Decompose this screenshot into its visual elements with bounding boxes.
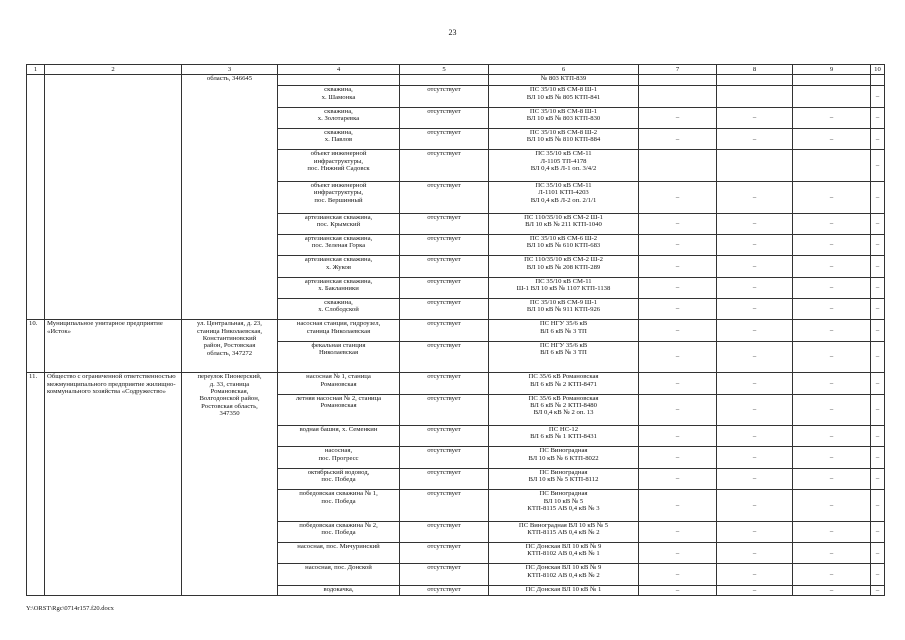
power-source-cell: [489, 86, 639, 107]
power-source-cell: [489, 490, 639, 522]
object-line: инфраструктуры,: [313, 157, 364, 165]
power-source-line: ПС 35/10 кВ СМ-11: [535, 181, 592, 189]
status-cell: отсутствует: [400, 277, 489, 298]
status-cell: отсутствует: [400, 543, 489, 564]
value-cell-c9: –: [793, 394, 871, 426]
power-source-line: ПС Виноградная: [539, 468, 588, 476]
power-source-line: ПС Виноградная: [539, 490, 588, 498]
value-cell-c8: –: [717, 468, 793, 489]
object-cell: [278, 543, 400, 564]
value-cell-c7: [639, 75, 717, 86]
status-cell: отсутствует: [400, 320, 489, 341]
object-line: х. Бакланники: [318, 284, 359, 292]
value-cell-c9: –: [793, 298, 871, 319]
value-cell-c10: –: [871, 320, 885, 341]
value-cell-c9: –: [793, 234, 871, 255]
power-source-cell: [489, 213, 639, 234]
object-cell: [278, 107, 400, 128]
address-cell: [182, 373, 278, 596]
header-cell: 9: [793, 65, 871, 75]
status-cell: отсутствует: [400, 490, 489, 522]
value-cell-c8: –: [717, 298, 793, 319]
object-line: станица Николаевская: [306, 327, 371, 335]
power-source-line: КТП-8102 АВ 0,4 кВ № 2: [527, 571, 600, 579]
value-cell-c7: –: [639, 320, 717, 341]
value-cell-c10: –: [871, 468, 885, 489]
value-cell-c9: –: [793, 181, 871, 213]
header-row: [27, 65, 885, 75]
value-cell-c7: –: [639, 373, 717, 394]
power-source-cell: [489, 394, 639, 426]
value-cell-c9: –: [793, 521, 871, 542]
object-line: Николаевская: [318, 349, 359, 357]
object-line: пос. Крымский: [316, 220, 361, 228]
object-line: летняя насосная № 2, станица: [295, 394, 382, 402]
value-cell-c10: –: [871, 585, 885, 595]
object-line: Романовская: [320, 401, 357, 409]
power-source-line: ПС 35/10 кВ СМ-11: [535, 277, 592, 285]
value-cell-c10: –: [871, 150, 885, 182]
status-cell: отсутствует: [400, 107, 489, 128]
object-line: пос. Вершинный: [314, 196, 363, 204]
value-cell-c10: [871, 75, 885, 86]
address-line: Романовская,: [210, 387, 249, 395]
power-source-cell: [489, 107, 639, 128]
power-source-line: ВЛ 10 кВ № 810 КТП-884: [526, 136, 601, 144]
power-source-cell: [489, 521, 639, 542]
address-line: область, 346645: [206, 75, 253, 83]
object-line: пос. Победа: [321, 476, 356, 484]
power-source-cell: [489, 320, 639, 341]
value-cell-c10: –: [871, 298, 885, 319]
value-cell-c8: –: [717, 320, 793, 341]
value-cell-c10: –: [871, 277, 885, 298]
page-number: 23: [448, 28, 457, 37]
power-source-cell: [489, 129, 639, 150]
object-line: х. Павлов: [324, 136, 353, 144]
object-line: артезианская скважина,: [304, 256, 373, 264]
value-cell-c8: –: [717, 234, 793, 255]
object-line: пос. Прогресс: [318, 454, 359, 462]
power-source-cell: [489, 543, 639, 564]
power-source-line: ПС Донская ВЛ 10 кВ № 1: [525, 585, 602, 593]
value-cell-c10: –: [871, 394, 885, 426]
power-source-cell: [489, 150, 639, 182]
header-cell: 10: [871, 65, 885, 75]
status-cell: отсутствует: [400, 447, 489, 468]
status-cell: отсутствует: [400, 129, 489, 150]
power-source-line: ПС 35/10 кВ СМ-6 Ш-2: [529, 234, 598, 242]
power-source-cell: [489, 341, 639, 373]
power-source-cell: [489, 234, 639, 255]
value-cell-c7: –: [639, 490, 717, 522]
value-cell-c8: [717, 75, 793, 86]
value-cell-c9: –: [793, 447, 871, 468]
value-cell-c10: –: [871, 129, 885, 150]
object-line: пос. Зеленая Горка: [311, 242, 366, 250]
value-cell-c10: –: [871, 564, 885, 585]
value-cell-c8: –: [717, 490, 793, 522]
address-cell: [182, 75, 278, 320]
status-cell: отсутствует: [400, 181, 489, 213]
object-line: водная башня, х. Семенкин: [299, 426, 378, 434]
header-cell: 8: [717, 65, 793, 75]
power-source-line: Л-1105 ТП-4178: [540, 157, 587, 165]
value-cell-c7: –: [639, 468, 717, 489]
object-line: водокачка,: [323, 585, 354, 593]
object-line: фекальная станция: [311, 341, 366, 349]
power-source-cell: [489, 373, 639, 394]
power-source-line: ПС 35/10 кВ СМ-8 Ш-1: [529, 86, 598, 94]
status-cell: отсутствует: [400, 213, 489, 234]
object-line: скважина,: [324, 298, 353, 306]
power-source-line: ПС НС-12: [548, 426, 579, 434]
power-source-cell: [489, 277, 639, 298]
value-cell-c9: –: [793, 256, 871, 277]
value-cell-c7: –: [639, 341, 717, 373]
value-cell-c7: –: [639, 585, 717, 595]
object-cell: [278, 181, 400, 213]
value-cell-c10: –: [871, 341, 885, 373]
value-cell-c8: –: [717, 394, 793, 426]
value-cell-c7: –: [639, 213, 717, 234]
object-line: насосная,: [324, 447, 353, 455]
table-row: [27, 75, 885, 86]
power-source-line: ВЛ 10 кВ № 805 КТП-841: [526, 93, 601, 101]
status-cell: отсутствует: [400, 86, 489, 107]
address-line: переулок Пионерский,: [197, 373, 262, 381]
object-line: х. Жуков: [325, 263, 352, 271]
value-cell-c9: [793, 75, 871, 86]
power-source-line: ВЛ 10 кВ № 6 КТП-8022: [528, 454, 599, 462]
power-source-line: ВЛ 10 кВ № 610 КТП-683: [526, 242, 601, 250]
value-cell-c10: –: [871, 181, 885, 213]
value-cell-c10: –: [871, 86, 885, 107]
object-line: насосная, пос. Мичуринский: [297, 543, 380, 551]
value-cell-c10: –: [871, 234, 885, 255]
value-cell-c9: –: [793, 468, 871, 489]
value-cell-c8: –: [717, 426, 793, 447]
power-source-cell: [489, 256, 639, 277]
value-cell-c9: –: [793, 585, 871, 595]
value-cell-c8: –: [717, 564, 793, 585]
status-cell: отсутствует: [400, 256, 489, 277]
power-source-cell: [489, 447, 639, 468]
object-line: пос. Нижний Садовск: [307, 165, 370, 173]
value-cell-c8: –: [717, 585, 793, 595]
value-cell-c7: –: [639, 256, 717, 277]
row-number-cell: 10.: [27, 320, 45, 373]
object-line: х. Шамонка: [321, 93, 356, 101]
value-cell-c9: [793, 86, 871, 107]
power-source-line: ВЛ 10 кВ № 211 КТП-1040: [525, 220, 602, 228]
value-cell-c10: –: [871, 426, 885, 447]
header-cell: 7: [639, 65, 717, 75]
object-line: артезианская скважина,: [304, 277, 373, 285]
power-source-line: ВЛ 10 кВ № 5: [543, 497, 584, 505]
address-line: станица Николаевская,: [196, 327, 263, 335]
power-source-line: ВЛ 6 кВ № 3 ТП: [540, 327, 587, 335]
object-line: артезианская скважина,: [304, 234, 373, 242]
object-cell: [278, 256, 400, 277]
object-line: октябрьский водовод,: [307, 468, 370, 476]
power-source-line: ПС 35/6 кВ Романовская: [528, 394, 599, 402]
value-cell-c10: –: [871, 447, 885, 468]
object-cell: [278, 564, 400, 585]
value-cell-c8: –: [717, 521, 793, 542]
power-source-line: ВЛ 6 кВ № 1 КТП-8431: [530, 433, 597, 441]
value-cell-c7: [639, 86, 717, 107]
organization-cell: Муниципальное унитарное предприятие «Исток»: [45, 320, 182, 373]
object-cell: [278, 447, 400, 468]
power-source-line: ПС Виноградная ВЛ 10 кВ № 5: [518, 521, 609, 529]
value-cell-c7: –: [639, 564, 717, 585]
power-source-line: ПС Виноградная: [539, 447, 588, 455]
object-line: насосная станция, гидроузел,: [296, 320, 381, 328]
value-cell-c8: –: [717, 107, 793, 128]
value-cell-c8: –: [717, 447, 793, 468]
value-cell-c7: –: [639, 129, 717, 150]
power-source-line: ПС Донская ВЛ 10 кВ № 9: [525, 564, 602, 572]
object-line: х. Золотаревка: [317, 115, 360, 123]
object-cell: [278, 373, 400, 394]
value-cell-c8: [717, 86, 793, 107]
power-source-line: КТП-8115 АВ 0,4 кВ № 3: [527, 504, 600, 512]
power-source-line: № 803 КТП-839: [540, 75, 587, 83]
object-line: насосная № 1, станица: [306, 373, 371, 381]
header-cell: 2: [45, 65, 182, 75]
object-line: инфраструктуры,: [313, 189, 364, 197]
organization-cell: [45, 75, 182, 320]
power-source-line: ВЛ 6 кВ № 2 КТП-8480: [530, 401, 597, 409]
value-cell-c9: –: [793, 373, 871, 394]
address-cell: [182, 320, 278, 373]
object-line: объект инженерной: [310, 181, 367, 189]
object-cell: [278, 521, 400, 542]
value-cell-c7: –: [639, 277, 717, 298]
address-line: ул. Центральная, д. 23,: [197, 320, 262, 328]
value-cell-c7: –: [639, 181, 717, 213]
power-source-line: Л-1101 КТП-4203: [538, 189, 589, 197]
power-source-line: ВЛ 10 кВ № 208 КТП-289: [526, 263, 601, 271]
address-line: Константиновский: [202, 335, 257, 343]
object-cell: [278, 468, 400, 489]
object-line: победовская скважина № 2,: [299, 521, 378, 529]
power-source-line: Ш-1 ВЛ 10 кВ № 1107 КТП-1138: [516, 284, 611, 292]
power-source-line: ВЛ 0,4 кВ Л-2 оп. 2/1/1: [530, 196, 597, 204]
object-cell: [278, 213, 400, 234]
value-cell-c7: –: [639, 234, 717, 255]
value-cell-c9: –: [793, 107, 871, 128]
power-source-line: ВЛ 10 кВ № 803 КТП-830: [526, 115, 601, 123]
object-cell: [278, 75, 400, 86]
object-line: объект инженерной: [310, 150, 367, 158]
power-source-line: ПС 110/35/10 кВ СМ-2 Ш-2: [524, 256, 603, 264]
header-cell: 4: [278, 65, 400, 75]
object-cell: [278, 585, 400, 595]
object-cell: [278, 129, 400, 150]
power-source-line: КТП-8102 АВ 0,4 кВ № 1: [527, 550, 600, 558]
value-cell-c9: –: [793, 320, 871, 341]
power-source-line: ВЛ 0,4 кВ Л-1 оп. 3/4/2: [530, 165, 597, 173]
object-line: скважина,: [324, 107, 353, 115]
value-cell-c9: –: [793, 277, 871, 298]
address-line: область, 347272: [206, 349, 253, 357]
status-cell: [400, 75, 489, 86]
power-source-line: ВЛ 10 кВ № 911 КТП-926: [526, 306, 601, 314]
value-cell-c7: –: [639, 447, 717, 468]
power-source-line: ПС 110/35/10 кВ СМ-2 Ш-1: [524, 213, 603, 221]
object-line: скважина,: [324, 86, 353, 94]
object-line: х. Слободской: [318, 306, 359, 314]
object-line: артезианская скважина,: [304, 213, 373, 221]
row-number-cell: [27, 75, 45, 320]
power-source-cell: [489, 468, 639, 489]
power-source-line: ПС 35/10 кВ СМ-9 Ш-1: [529, 298, 598, 306]
value-cell-c10: –: [871, 107, 885, 128]
value-cell-c8: –: [717, 129, 793, 150]
object-cell: [278, 426, 400, 447]
value-cell-c10: –: [871, 213, 885, 234]
value-cell-c9: –: [793, 426, 871, 447]
object-line: пос. Победа: [321, 529, 356, 537]
power-source-line: КТП-8115 АВ 0,4 кВ № 2: [527, 529, 600, 537]
power-source-line: ПС 35/10 кВ СМ-11: [535, 150, 592, 158]
footer-file-path: Y:\ORST\Rgc\0714r157.f20.docx: [26, 605, 114, 612]
object-cell: [278, 490, 400, 522]
status-cell: отсутствует: [400, 394, 489, 426]
value-cell-c9: –: [793, 564, 871, 585]
value-cell-c8: [717, 150, 793, 182]
value-cell-c7: [639, 150, 717, 182]
address-line: д. 33, станица: [209, 380, 250, 388]
object-cell: [278, 320, 400, 341]
value-cell-c8: –: [717, 341, 793, 373]
value-cell-c8: –: [717, 256, 793, 277]
value-cell-c10: –: [871, 373, 885, 394]
address-line: район, Ростовская: [203, 342, 256, 350]
status-cell: отсутствует: [400, 234, 489, 255]
row-number-cell: 11.: [27, 373, 45, 596]
power-source-line: ПС 35/10 кВ СМ-8 Ш-1: [529, 107, 598, 115]
value-cell-c9: –: [793, 213, 871, 234]
address-line: Волгодонской район,: [199, 395, 260, 403]
status-cell: отсутствует: [400, 341, 489, 373]
power-source-cell: [489, 426, 639, 447]
header-cell: 3: [182, 65, 278, 75]
power-source-cell: [489, 298, 639, 319]
header-cell: 1: [27, 65, 45, 75]
value-cell-c8: –: [717, 373, 793, 394]
status-cell: отсутствует: [400, 521, 489, 542]
value-cell-c7: –: [639, 521, 717, 542]
status-cell: отсутствует: [400, 373, 489, 394]
value-cell-c7: –: [639, 543, 717, 564]
object-line: насосная, пос. Донской: [305, 564, 372, 572]
value-cell-c9: [793, 150, 871, 182]
status-cell: отсутствует: [400, 468, 489, 489]
header-cell: 5: [400, 65, 489, 75]
value-cell-c8: –: [717, 543, 793, 564]
object-cell: [278, 298, 400, 319]
power-source-line: ПС Донская ВЛ 10 кВ № 9: [525, 543, 602, 551]
object-cell: [278, 341, 400, 373]
power-source-line: ВЛ 6 кВ № 3 ТП: [540, 349, 587, 357]
header-cell: 6: [489, 65, 639, 75]
value-cell-c7: –: [639, 298, 717, 319]
value-cell-c8: –: [717, 181, 793, 213]
value-cell-c7: –: [639, 394, 717, 426]
object-cell: [278, 150, 400, 182]
status-cell: отсутствует: [400, 150, 489, 182]
power-source-line: ПС НГУ 35/6 кВ: [539, 320, 588, 328]
power-source-line: ВЛ 0,4 кВ № 2 оп. 13: [533, 409, 594, 417]
object-line: Романовская: [320, 380, 357, 388]
table-row: [27, 373, 885, 394]
power-source-line: ПС 35/10 кВ СМ-8 Ш-2: [529, 129, 598, 137]
value-cell-c10: –: [871, 543, 885, 564]
organization-cell: Общество с ограниченной ответственностью межмуниципального предприятие жилищно-коммунального хозяйства «Содружество»: [45, 373, 182, 596]
power-source-line: ВЛ 6 кВ № 2 КТП-8471: [530, 380, 597, 388]
power-source-line: ВЛ 10 кВ № 5 КТП-8112: [528, 476, 599, 484]
power-source-cell: [489, 585, 639, 595]
value-cell-c9: –: [793, 490, 871, 522]
address-line: 347350: [219, 409, 240, 417]
power-source-line: ПС НГУ 35/6 кВ: [539, 341, 588, 349]
status-cell: отсутствует: [400, 426, 489, 447]
power-source-cell: [489, 75, 639, 86]
value-cell-c10: –: [871, 256, 885, 277]
power-source-cell: [489, 181, 639, 213]
table-row: [27, 320, 885, 341]
value-cell-c8: –: [717, 277, 793, 298]
object-cell: [278, 277, 400, 298]
value-cell-c7: –: [639, 107, 717, 128]
value-cell-c9: –: [793, 341, 871, 373]
value-cell-c10: –: [871, 490, 885, 522]
value-cell-c7: –: [639, 426, 717, 447]
value-cell-c8: –: [717, 213, 793, 234]
object-cell: [278, 394, 400, 426]
value-cell-c10: –: [871, 521, 885, 542]
status-cell: отсутствует: [400, 298, 489, 319]
value-cell-c9: –: [793, 129, 871, 150]
object-cell: [278, 86, 400, 107]
status-cell: отсутствует: [400, 564, 489, 585]
power-source-cell: [489, 564, 639, 585]
object-line: скважина,: [324, 129, 353, 137]
object-line: победовская скважина № 1,: [299, 490, 378, 498]
status-cell: отсутствует: [400, 585, 489, 595]
value-cell-c9: –: [793, 543, 871, 564]
object-cell: [278, 234, 400, 255]
address-line: Ростовская область,: [201, 402, 258, 410]
data-table: [26, 64, 885, 596]
power-source-line: ПС 35/6 кВ Романовская: [528, 373, 599, 381]
object-line: пос. Победа: [321, 497, 356, 505]
